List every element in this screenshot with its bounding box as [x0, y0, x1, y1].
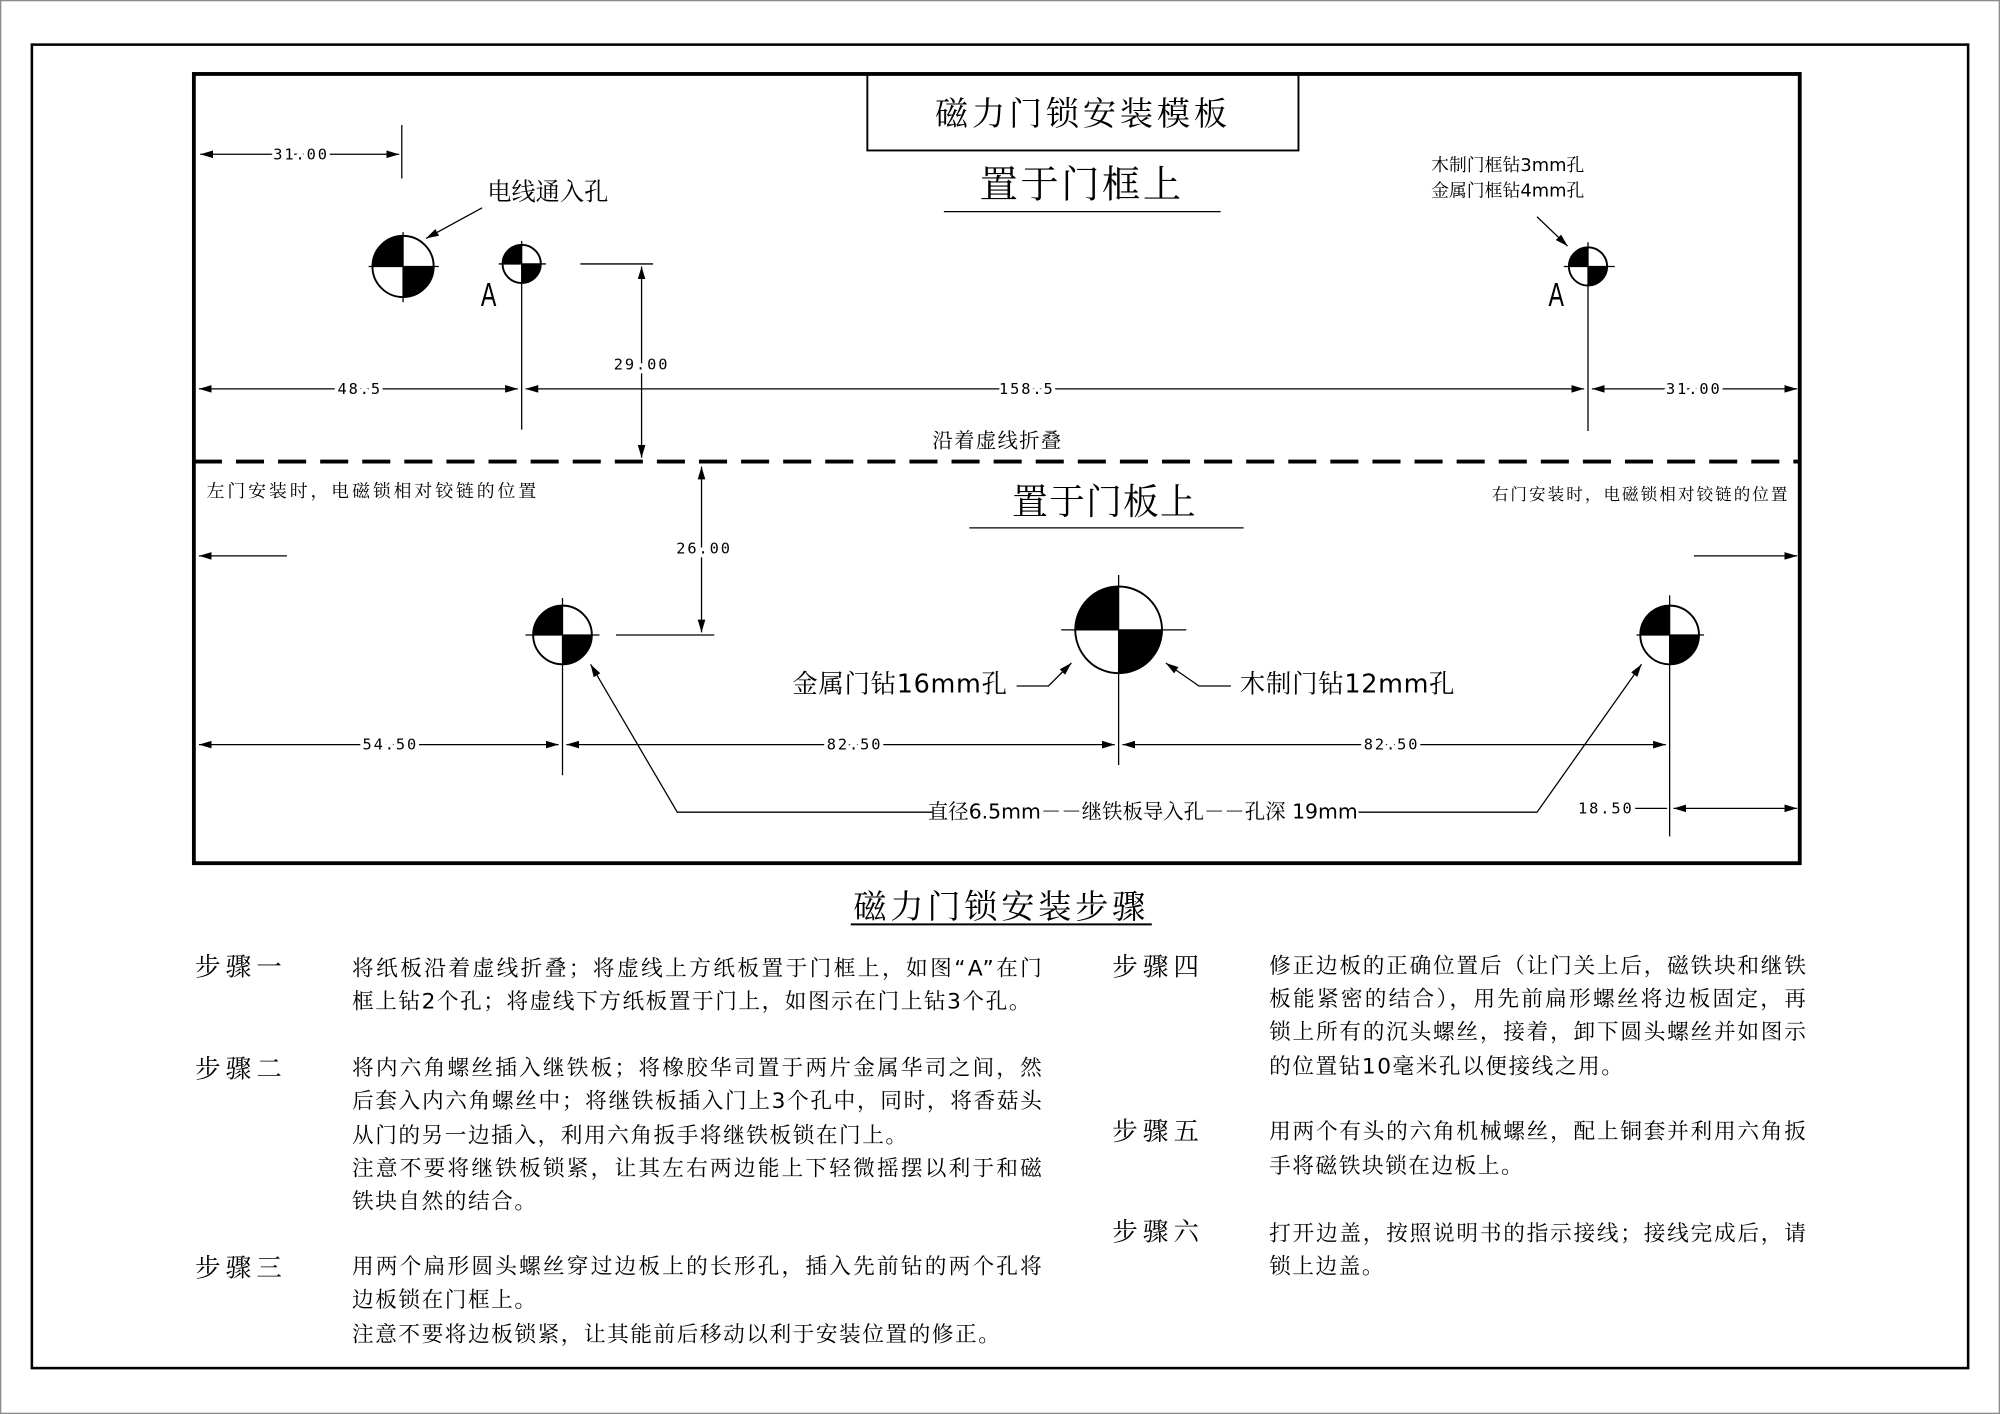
template-title: 磁力门锁安装模板 [935, 93, 1231, 133]
step-label: 步骤五 [1112, 1116, 1205, 1147]
step-label: 步骤三 [195, 1253, 287, 1284]
dimension-label-right-hole: 31.00 [1666, 379, 1722, 398]
step-text-line: 用两个有头的六角机械螺丝，配上铜套并利用六角扳 [1269, 1119, 1808, 1145]
step-text-line: 注意不要将边板锁紧，让其能前后移动以利于安装位置的修正。 [352, 1322, 1002, 1348]
step-text-line: 后套入内六角螺丝中；将继铁板插入门上3个孔中，同时，将香菇头 [352, 1088, 1044, 1114]
left-door-note: 左门安装时，电磁锁相对铰链的位置 [206, 481, 540, 503]
dimension-label-below-fold: 26.00 [676, 539, 732, 558]
frame-drill-note-metal: 金属门框钻4mm孔 [1431, 180, 1585, 202]
dimension-label-left-door-hole: 54.50 [362, 735, 419, 754]
metal-door-hole-label: 金属门钻16mm孔 [792, 669, 1008, 700]
step-text-line: 将内六角螺丝插入继铁板；将橡胶华司置于两片金属华司之间，然 [352, 1055, 1044, 1081]
dimension-label-above-fold: 29.00 [613, 355, 670, 374]
frame-drill-note-wood: 木制门框钻3mm孔 [1431, 154, 1585, 176]
step-text-line: 锁上边盖。 [1269, 1254, 1386, 1280]
dimension-label-right-door-hole: 18.50 [1578, 799, 1634, 818]
dimension-label-left-hole: 48.5 [337, 379, 382, 398]
step-text-line: 板能紧密的结合），用先前扁形螺丝将边板固定，再 [1269, 986, 1808, 1012]
step-text-line: 锁上所有的沉头螺丝，接着，卸下圆头螺丝并如图示 [1269, 1020, 1808, 1046]
frame-section-title: 置于门框上 [979, 162, 1184, 208]
wood-door-hole-label: 木制门钻12mm孔 [1239, 669, 1456, 700]
step-text-line: 铁块自然的结合。 [352, 1189, 538, 1215]
step-text-line: 手将磁铁块锁在边板上。 [1269, 1154, 1525, 1180]
sheet-outer-border [1, 1, 2000, 1414]
step-text-line: 从门的另一边插入，利用六角扳手将继铁板锁在门上。 [352, 1123, 909, 1149]
step-label: 步骤一 [195, 952, 287, 983]
dimension-label-left-to-center: 82.50 [826, 735, 883, 754]
step-text-line: 将纸板沿着虚线折叠；将虚线上方纸板置于门框上，如图“A”在门 [352, 956, 1044, 982]
hole-marker-a-left: A [480, 277, 497, 315]
right-door-note: 右门安装时，电磁锁相对铰链的位置 [1491, 484, 1790, 504]
step-text-line: 修正边板的正确位置后（让门关上后，磁铁块和继铁 [1269, 953, 1808, 979]
step-label: 步骤四 [1112, 952, 1205, 983]
step-text-line: 用两个扁形圆头螺丝穿过边板上的长形孔，插入先前钻的两个孔将 [352, 1254, 1044, 1280]
dimension-label-center-to-right: 82.50 [1363, 735, 1420, 754]
step-text-line: 的位置钻10毫米孔以便接线之用。 [1269, 1054, 1625, 1080]
fold-label: 沿着虚线折叠 [932, 428, 1063, 453]
step-label: 步骤六 [1112, 1217, 1205, 1248]
step-text-line: 框上钻2个孔；将虚线下方纸板置于门上，如图示在门上钻3个孔。 [352, 989, 1033, 1015]
step-label: 步骤二 [195, 1054, 287, 1085]
step-text-line: 打开边盖，按照说明书的指示接线；接线完成后，请 [1269, 1221, 1808, 1247]
steps-title: 磁力门锁安装步骤 [853, 887, 1150, 927]
guide-hole-label: 直径6.5mm－－继铁板导入孔－－孔深 19mm [927, 799, 1358, 824]
dimension-label-hole-spacing: 158.5 [998, 379, 1055, 398]
wire-hole-label: 电线通入孔 [487, 178, 609, 207]
dimension-label-wire-hole: 31.00 [273, 145, 329, 164]
hole-marker-a-right: A [1548, 277, 1564, 315]
step-text-line: 边板锁在门框上。 [352, 1287, 538, 1313]
step-text-line: 注意不要将继铁板锁紧，让其左右两边能上下轻微摇摆以利于和磁 [352, 1156, 1044, 1182]
door-section-title: 置于门板上 [1012, 481, 1198, 523]
